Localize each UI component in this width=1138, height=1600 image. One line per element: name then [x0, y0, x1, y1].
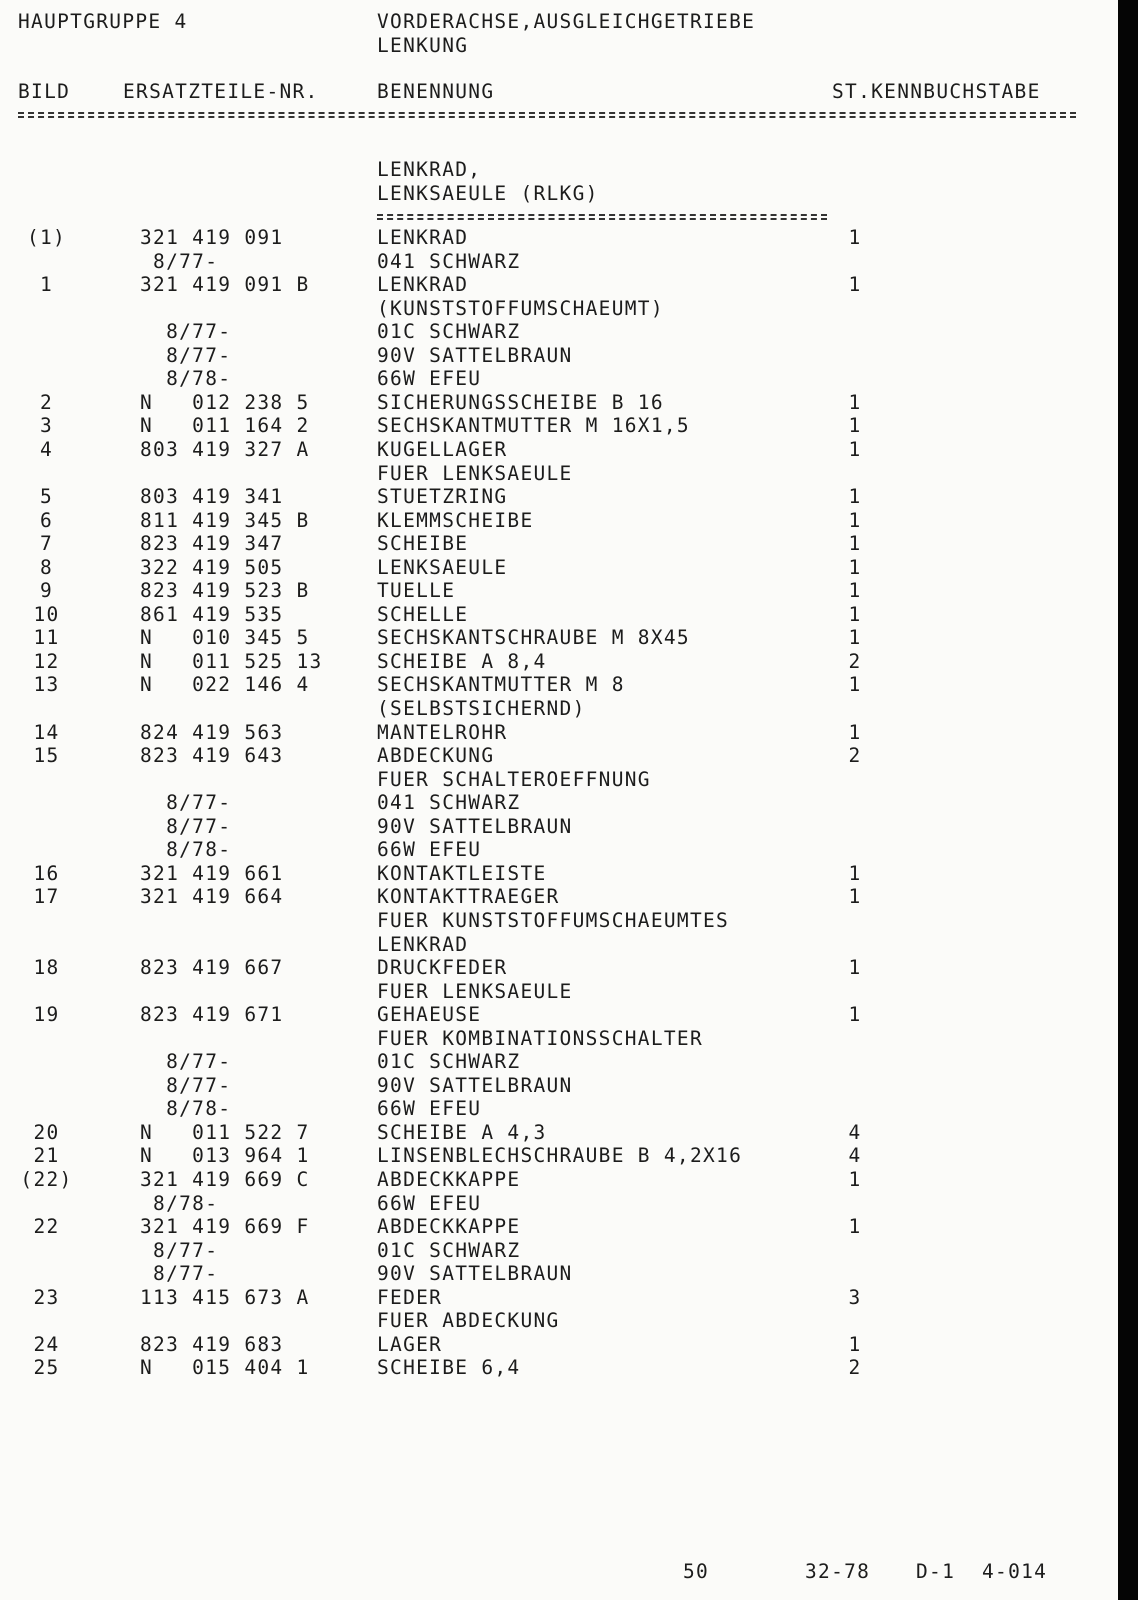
part-number: N 013 964 1	[140, 1144, 310, 1167]
part-number: N 011 522 7	[140, 1121, 310, 1144]
part-quantity: 1	[848, 579, 862, 602]
part-name: GEHAEUSE	[377, 1003, 482, 1026]
part-number: N 011 525 13	[140, 650, 323, 673]
footer-page-number: 50	[683, 1560, 710, 1583]
part-name: FUER ABDECKUNG	[377, 1309, 560, 1332]
footer-language-code: D-1	[916, 1560, 956, 1583]
page-title-line2: LENKUNG	[377, 34, 469, 57]
part-name: LENKRAD	[377, 273, 469, 296]
part-name: KONTAKTTRAEGER	[377, 885, 560, 908]
part-bild: 8	[39, 556, 54, 579]
part-quantity: 1	[848, 414, 862, 437]
part-bild: 19	[33, 1003, 60, 1026]
part-bild: 22	[33, 1215, 60, 1238]
part-quantity: 2	[848, 744, 862, 767]
part-quantity: 1	[848, 1168, 862, 1191]
part-name: SECHSKANTMUTTER M 8	[377, 673, 625, 696]
part-name: 041 SCHWARZ	[377, 791, 521, 814]
part-quantity: 3	[848, 1286, 862, 1309]
part-name: KUGELLAGER	[377, 438, 508, 461]
part-name: 66W EFEU	[377, 1192, 482, 1215]
part-bild: 17	[33, 885, 60, 908]
part-name: SCHELLE	[377, 603, 469, 626]
part-number: 861 419 535	[140, 603, 284, 626]
part-number: 322 419 505	[140, 556, 284, 579]
part-name: 66W EFEU	[377, 838, 482, 861]
part-bild: 23	[33, 1286, 60, 1309]
part-number: 8/77-	[140, 791, 232, 814]
part-number: 8/78-	[140, 1097, 232, 1120]
part-quantity: 1	[848, 862, 862, 885]
part-name: LINSENBLECHSCHRAUBE B 4,2X16	[377, 1144, 743, 1167]
part-number: 823 419 523 B	[140, 579, 310, 602]
part-number: N 011 164 2	[140, 414, 310, 437]
part-name: MANTELROHR	[377, 721, 508, 744]
part-name: 90V SATTELBRAUN	[377, 1074, 573, 1097]
part-bild: 13	[33, 673, 60, 696]
part-bild: 5	[39, 485, 54, 508]
part-quantity: 4	[848, 1144, 862, 1167]
column-header-stk: ST.KENNBUCHSTABE	[832, 80, 1041, 103]
part-bild: 11	[33, 626, 60, 649]
part-number: 8/77-	[140, 815, 232, 838]
part-number: 8/78-	[140, 367, 232, 390]
column-header-ersatzteil: ERSATZTEILE-NR.	[123, 80, 319, 103]
part-quantity: 1	[848, 626, 862, 649]
column-header-bild: BILD	[18, 80, 71, 103]
part-bild: 18	[33, 956, 60, 979]
part-number: N 022 146 4	[140, 673, 310, 696]
part-number: 803 419 341	[140, 485, 284, 508]
section-title-line1: LENKRAD,	[377, 158, 482, 181]
section-title-line2: LENKSAEULE (RLKG)	[377, 182, 599, 205]
part-name: 01C SCHWARZ	[377, 1050, 521, 1073]
part-number: 8/77-	[140, 1262, 219, 1285]
part-number: 8/78-	[140, 838, 232, 861]
scanned-edge-bar	[1118, 0, 1138, 1600]
footer-reference: 4-014	[982, 1560, 1048, 1583]
page-title-line1: VORDERACHSE,AUSGLEICHGETRIEBE	[377, 10, 756, 33]
part-quantity: 4	[848, 1121, 862, 1144]
part-quantity: 1	[848, 885, 862, 908]
part-number: N 010 345 5	[140, 626, 310, 649]
part-name: 01C SCHWARZ	[377, 320, 521, 343]
part-number: N 015 404 1	[140, 1356, 310, 1379]
part-bild: 12	[33, 650, 60, 673]
part-quantity: 1	[848, 556, 862, 579]
header-double-rule	[18, 112, 1076, 118]
part-number: 823 419 683	[140, 1333, 284, 1356]
part-number: 8/77-	[140, 320, 232, 343]
part-quantity: 2	[848, 650, 862, 673]
part-quantity: 1	[848, 603, 862, 626]
part-name: 66W EFEU	[377, 367, 482, 390]
part-name: FUER LENKSAEULE	[377, 980, 573, 1003]
part-name: KLEMMSCHEIBE	[377, 509, 534, 532]
part-name: SCHEIBE 6,4	[377, 1356, 521, 1379]
part-number: N 012 238 5	[140, 391, 310, 414]
part-name: 66W EFEU	[377, 1097, 482, 1120]
part-quantity: 1	[848, 509, 862, 532]
part-quantity: 1	[848, 1333, 862, 1356]
part-quantity: 1	[848, 956, 862, 979]
part-name: LENKRAD	[377, 226, 469, 249]
part-name: 90V SATTELBRAUN	[377, 344, 573, 367]
part-name: (SELBSTSICHERND)	[377, 697, 586, 720]
part-number: 823 419 643	[140, 744, 284, 767]
part-name: 041 SCHWARZ	[377, 250, 521, 273]
part-number: 803 419 327 A	[140, 438, 310, 461]
part-name: ABDECKKAPPE	[377, 1215, 521, 1238]
part-name: SICHERUNGSSCHEIBE B 16	[377, 391, 664, 414]
part-name: SECHSKANTSCHRAUBE M 8X45	[377, 626, 690, 649]
part-quantity: 1	[848, 391, 862, 414]
part-bild: 16	[33, 862, 60, 885]
part-bild: 25	[33, 1356, 60, 1379]
part-number: 823 419 671	[140, 1003, 284, 1026]
part-number: 8/77-	[140, 1239, 219, 1262]
part-quantity: 1	[848, 532, 862, 555]
part-number: 823 419 347	[140, 532, 284, 555]
part-bild: 4	[39, 438, 54, 461]
part-name: LENKSAEULE	[377, 556, 508, 579]
part-bild: 7	[39, 532, 54, 555]
part-name: KONTAKTLEISTE	[377, 862, 547, 885]
part-number: 823 419 667	[140, 956, 284, 979]
part-bild: 3	[39, 414, 54, 437]
part-number: 321 419 664	[140, 885, 284, 908]
part-number: 321 419 091	[140, 226, 284, 249]
part-name: LAGER	[377, 1333, 443, 1356]
part-number: 8/77-	[140, 344, 232, 367]
part-quantity: 1	[848, 226, 862, 249]
part-quantity: 2	[848, 1356, 862, 1379]
part-name: FUER LENKSAEULE	[377, 462, 573, 485]
part-bild: 21	[33, 1144, 60, 1167]
part-number: 811 419 345 B	[140, 509, 310, 532]
part-quantity: 1	[848, 273, 862, 296]
part-name: SCHEIBE	[377, 532, 469, 555]
part-name: FUER KOMBINATIONSSCHALTER	[377, 1027, 703, 1050]
part-bild: 9	[39, 579, 54, 602]
part-number: 113 415 673 A	[140, 1286, 310, 1309]
part-bild: 24	[33, 1333, 60, 1356]
part-quantity: 1	[848, 721, 862, 744]
footer-date-code: 32-78	[805, 1560, 871, 1583]
part-quantity: 1	[848, 485, 862, 508]
part-name: TUELLE	[377, 579, 456, 602]
part-quantity: 1	[848, 438, 862, 461]
part-name: STUETZRING	[377, 485, 508, 508]
part-name: FUER SCHALTEROEFFNUNG	[377, 768, 651, 791]
part-bild: 1	[39, 273, 54, 296]
part-name: 01C SCHWARZ	[377, 1239, 521, 1262]
part-bild: 6	[39, 509, 54, 532]
part-quantity: 1	[848, 673, 862, 696]
part-name: (KUNSTSTOFFUMSCHAEUMT)	[377, 297, 664, 320]
part-bild: 2	[39, 391, 54, 414]
part-name: SECHSKANTMUTTER M 16X1,5	[377, 414, 690, 437]
part-number: 321 419 669 C	[140, 1168, 310, 1191]
part-name: SCHEIBE A 8,4	[377, 650, 547, 673]
part-quantity: 1	[848, 1003, 862, 1026]
part-bild: 10	[33, 603, 60, 626]
part-name: 90V SATTELBRAUN	[377, 1262, 573, 1285]
part-number: 321 419 091 B	[140, 273, 310, 296]
part-quantity: 1	[848, 1215, 862, 1238]
group-label: HAUPTGRUPPE 4	[18, 10, 188, 33]
part-number: 8/77-	[140, 250, 219, 273]
column-header-benennung: BENENNUNG	[377, 80, 495, 103]
part-number: 8/77-	[140, 1074, 232, 1097]
part-number: 8/78-	[140, 1192, 219, 1215]
part-name: FEDER	[377, 1286, 443, 1309]
part-bild: (22)	[20, 1168, 73, 1191]
part-bild: 20	[33, 1121, 60, 1144]
part-bild: 15	[33, 744, 60, 767]
section-double-rule	[377, 214, 827, 220]
part-name: ABDECKUNG	[377, 744, 495, 767]
part-name: SCHEIBE A 4,3	[377, 1121, 547, 1144]
part-name: DRUCKFEDER	[377, 956, 508, 979]
part-name: LENKRAD	[377, 933, 469, 956]
part-number: 8/77-	[140, 1050, 232, 1073]
part-name: ABDECKKAPPE	[377, 1168, 521, 1191]
part-bild: (1)	[26, 226, 67, 249]
part-bild: 14	[33, 721, 60, 744]
part-number: 321 419 669 F	[140, 1215, 310, 1238]
part-number: 321 419 661	[140, 862, 284, 885]
part-name: FUER KUNSTSTOFFUMSCHAEUMTES	[377, 909, 730, 932]
part-name: 90V SATTELBRAUN	[377, 815, 573, 838]
part-number: 824 419 563	[140, 721, 284, 744]
